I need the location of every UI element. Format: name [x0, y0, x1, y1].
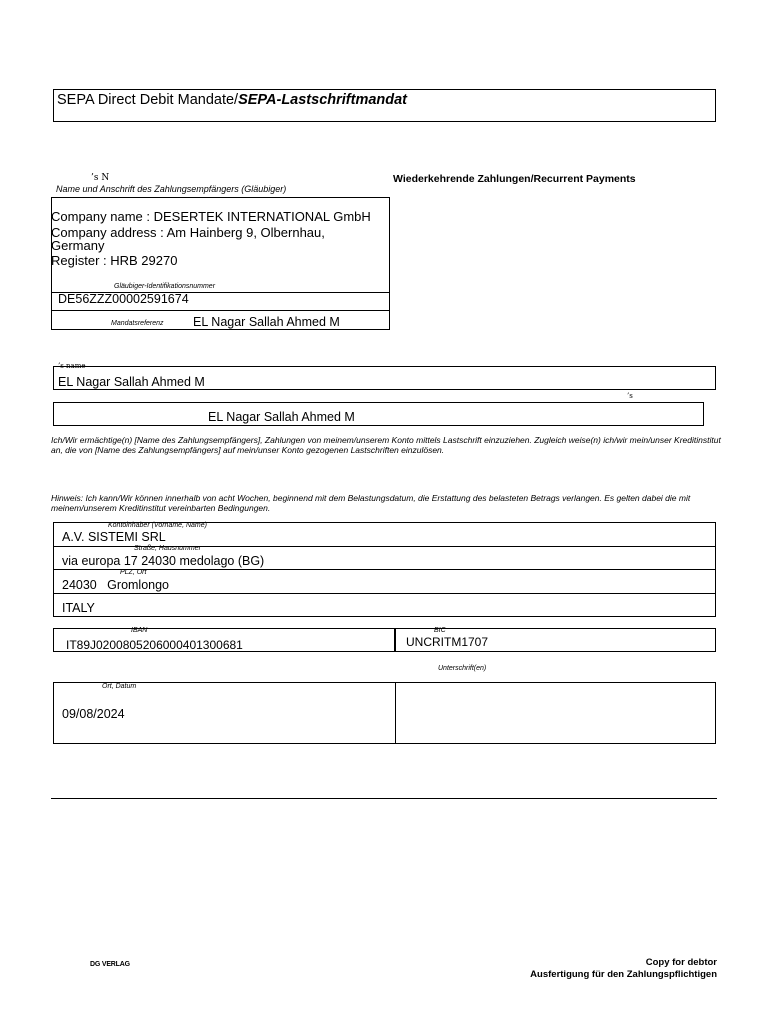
city-label: PLZ, Ort [120, 569, 147, 576]
creditor-label: Name und Anschrift des Zahlungsempfängers (Gläubiger) [56, 184, 287, 194]
creditor-label-prefix: ’s N [91, 173, 110, 183]
country-value: ITALY [62, 601, 95, 615]
city-divider [53, 593, 716, 594]
second-field-label: ’s [627, 392, 633, 400]
debtor-name-label: ’s name [58, 362, 86, 370]
authorization-text: Ich/Wir ermächtige(n) [Name des Zahlungsempfängers], Zahlungen von meinem/unserem Konto mittels Lastschrift einzuziehen. Zugleich weise(n) ich/wir mein/unser Kreditinstitut an, die von [Name des Zahlungsempfängers] auf mein/unser Konto gezogenen Lastschriften einzulösen. [51, 435, 721, 455]
page-title [57, 92, 407, 108]
mandate-reference-label: Mandatsreferenz [111, 320, 164, 327]
page-title-main: SEPA Direct Debit Mandate/ [57, 92, 239, 108]
copy-label-en: Copy for debtor [645, 957, 717, 968]
street-value: via europa 17 24030 medolago (BG) [62, 554, 265, 568]
place-date-value: 09/08/2024 [62, 707, 125, 721]
street-divider [53, 569, 716, 570]
cut-line [51, 798, 717, 799]
signature-box [53, 682, 716, 744]
page-title-italic: SEPA-Lastschriftmandat [238, 92, 408, 108]
signature-label: Unterschrift(en) [438, 665, 487, 672]
city-value: 24030 Gromlongo [62, 578, 170, 592]
second-field-bottom [53, 425, 704, 426]
debtor-name-value: EL Nagar Sallah Ahmed M [58, 375, 205, 389]
iban-label: IBAN [131, 627, 148, 634]
mandate-reference-value: EL Nagar Sallah Ahmed M [193, 315, 340, 329]
second-field-left-tick [53, 402, 54, 425]
creditor-register: Register : HRB 29270 [51, 253, 178, 268]
creditor-address-line2: Germany [51, 238, 105, 253]
bic-value: UNCRITM1707 [406, 635, 489, 649]
payment-type: Wiederkehrende Zahlungen/Recurrent Payments [393, 173, 636, 185]
creditor-id-value: DE56ZZZ00002591674 [58, 292, 189, 306]
iban-value: IT89J0200805206000401300681 [66, 638, 243, 652]
copy-label-de: Ausfertigung für den Zahlungspflichtigen [530, 969, 717, 980]
street-label: Straße, Hausnummer [134, 545, 201, 552]
creditor-name: Company name : DESERTEK INTERNATIONAL GmbH [51, 209, 371, 224]
creditor-id-label: Gläubiger-Identifikationsnummer [114, 283, 216, 290]
title-box [53, 89, 716, 122]
publisher-logo: DG VERLAG [90, 961, 130, 968]
bic-label: BIC [434, 627, 446, 634]
mandate-divider [51, 310, 390, 311]
second-field-top [53, 402, 704, 403]
holder-label: Kontoinhaber (Vorname, Name) [108, 522, 207, 529]
signature-divider [395, 682, 396, 744]
notice-text: Hinweis: Ich kann/Wir können innerhalb von acht Wochen, beginnend mit dem Belastungsdatum, die Erstattung des belasteten Betrags verlangen. Es gelten dabei die mit meinem/unserem Kreditinstitut vereinbarten Bedingungen. [51, 493, 691, 513]
second-field-right-tick [703, 402, 704, 425]
creditor-address-line1: Company address : Am Hainberg 9, Olbernhau, [51, 225, 325, 240]
place-date-label: Ort, Datum [102, 683, 137, 690]
second-field-value: EL Nagar Sallah Ahmed M [208, 410, 355, 424]
holder-value: A.V. SISTEMI SRL [62, 530, 166, 544]
